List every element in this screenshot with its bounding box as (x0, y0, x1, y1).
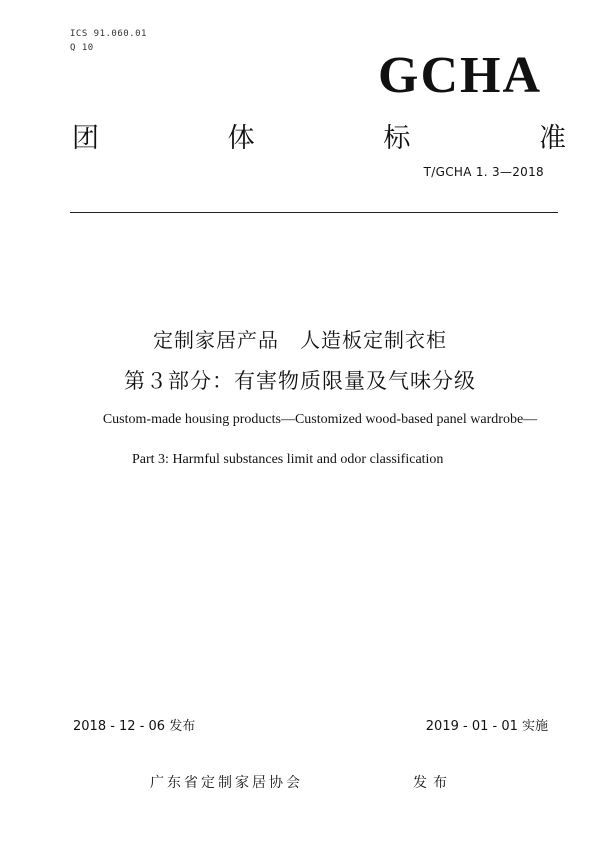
standard-type-char: 准 (538, 123, 566, 154)
issuer-name: 广东省定制家居协会 (150, 775, 303, 791)
standard-number: T/GCHA 1. 3—2018 (423, 165, 544, 179)
standard-type-heading (72, 116, 566, 155)
title-en-line2: Part 3: Harmful substances limit and odor classification (132, 452, 444, 467)
publish-date: 2018 - 12 - 06 发布 (73, 719, 196, 734)
implement-date: 2019 - 01 - 01 实施 (425, 719, 548, 734)
issue-label: 发布 (413, 775, 453, 791)
title-zh-line2: 第３部分：有害物质限量及气味分级 (124, 369, 476, 393)
ics-code: ICS 91.060.01 (70, 29, 147, 39)
title-en-line1: Custom-made housing products—Customized wood-based panel wardrobe— (102, 412, 538, 427)
ccs-code: Q 10 (70, 43, 94, 53)
standard-type-char: 体 (227, 123, 255, 154)
standard-type-char: 标 (383, 123, 411, 154)
gcha-logo: GCHA (378, 47, 542, 104)
standard-type-char: 团 (72, 123, 99, 154)
title-zh-line1: 定制家居产品 人造板定制衣柜 (153, 328, 447, 352)
header-divider (70, 212, 558, 213)
